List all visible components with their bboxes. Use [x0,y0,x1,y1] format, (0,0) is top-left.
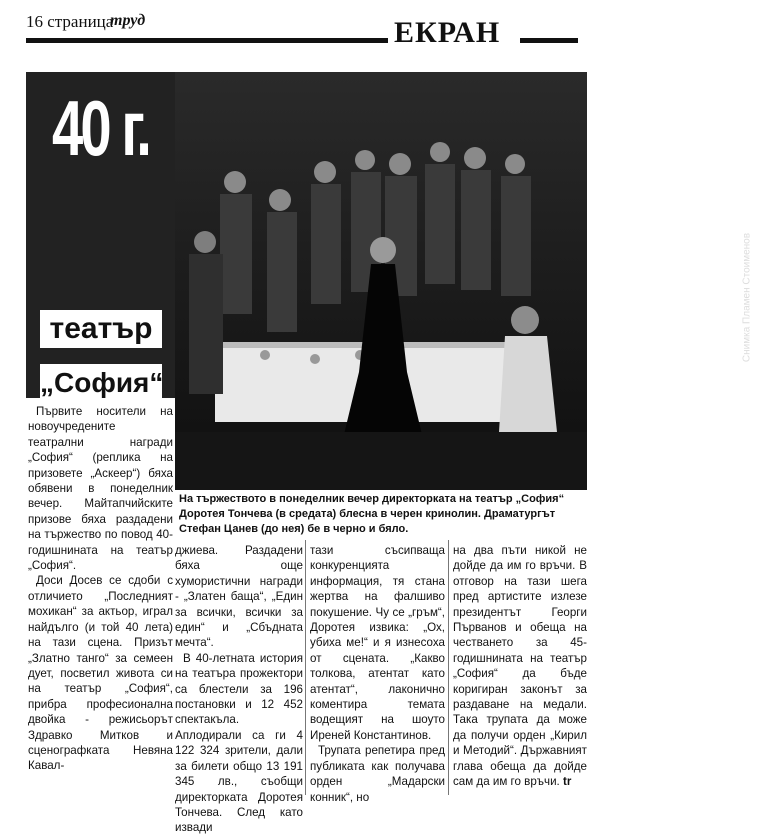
paragraph: джиева. Раздадени бяха още хумористични награди - „Златен баща“, „Един за всички, всички за един“ и „Сбъдната мечта“. [175,544,303,650]
column-divider [448,540,449,795]
newspaper-logo: труд [110,12,146,29]
photo-illustration [175,72,587,490]
article-column-4 [453,543,587,790]
article-column-3 [310,543,445,805]
column-divider [305,540,306,795]
header-rule-left [26,38,388,43]
event-photo [175,72,753,490]
photo-caption: На тържеството в понеделник вечер директорката на театър „София“ Доротея Тончева (в средата) блесна в черен кринолин. Драматургът Стефан Цанев (до нея) бе в черно и бяло. [175,490,587,534]
paragraph: В 40-летната история на театъра прожектори са блестели за 196 постановки и 12 452 спектакъла. Аплодирали са ги 4 122 324 зрители, дали за билети общо 13 191 345 лв., съобщи директорката Доротея Тончева. След като извади [175,651,303,835]
headline-years: 40 г. [51,84,150,172]
section-title: ЕКРАН [394,16,501,49]
headline-block [26,72,175,398]
paragraph: на два пъти никой не дойде да им го връчи. В отговор на тази шега пред артистите излезе президентът Георги Първанов и обеща на честването за 45-годишнината на театър „София“ да бъде коригиран законът за раздаване на медали. Така трупата да може да получи орден „Кирил и Методий“. Държавният глава обеща да дойде сам да им го връчи. tr [453,544,587,789]
page-number-label: 16 страница [26,12,114,31]
article-column-1 [28,404,173,774]
paragraph: тази съсипваща конкуренцията информация, тя стана жертва на фалшиво покушение. Чу се „гръм“, Доротея извика: „Ох, убиха ме!“ и я изнесоха от сцената. „Какво толкова, атентат като атентат“, лаконично коментира темата водещият на шоуто Иреней Константинов. [310,544,445,742]
headline-theater: театър [40,310,162,348]
article-column-2 [175,543,303,836]
header-rule-right [520,38,578,43]
paragraph: Първите носители на новоучредените театрални награди „София“ (реплика на призовете „Аскеер“) бяха обявени в понеделник вечер. Майтапчийските призове бяха раздадени на тържество по повод 40-годишнината на театър „София“. [28,405,173,573]
headline-sofia: „София“ [40,364,162,402]
page-header [0,0,600,62]
paragraph: Трупата репетира пред публиката как получава орден „Мадарски конник“, но [310,744,445,804]
paragraph: Доси Досев се сдоби с отличието „Последният мохикан“ за актьор, играл найдългo (и той 40 лета) на тази сцена. Призът „Златно танго“ за семеен дует, посветил живота си на театър „София“, прибра професионална двойка - режисьорът Здравко Митков и сценографката Невяна Кавал- [28,574,173,773]
end-mark: tr [563,775,572,789]
photo-credit: Снимка Пламен Стоименов [741,232,753,363]
